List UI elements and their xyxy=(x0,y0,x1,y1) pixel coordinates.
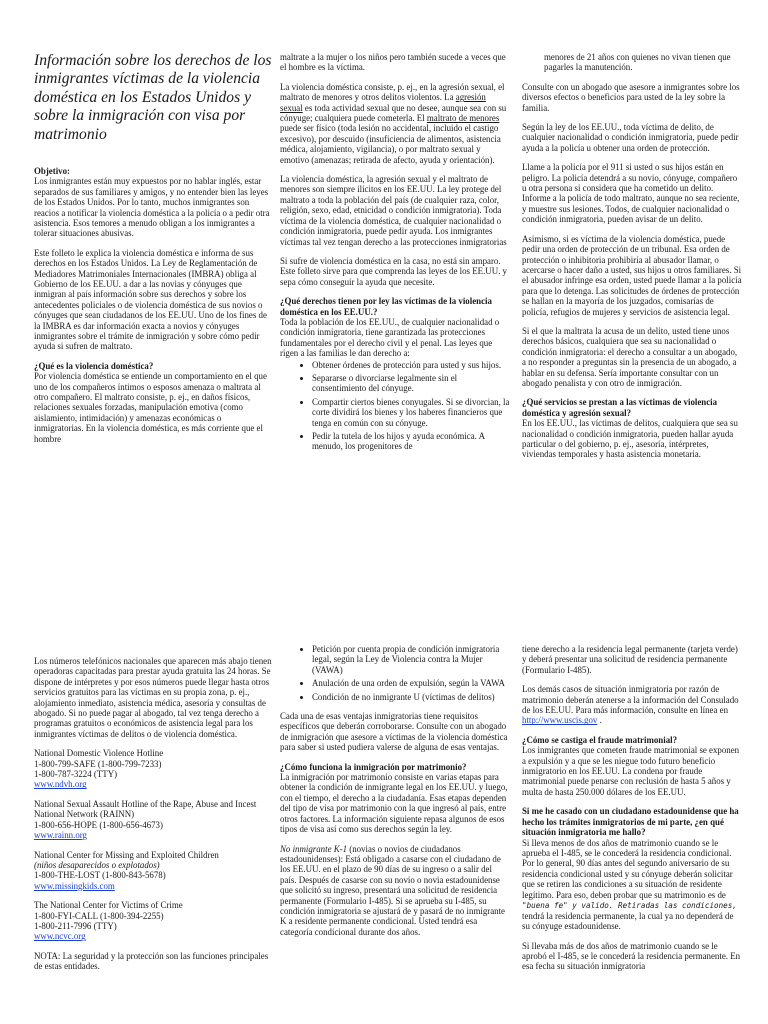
text-fragment: tendrá la residencia permanente, la cual ya no dependerá de su cónyuge estadounidense. xyxy=(522,910,734,932)
paragraph-acusa: Si el que la maltrata la acusa de un delito, usted tiene unos derechos básicos, cualquiera que sea su nacionalidad o condición inmigratoria: el derecho a consultar a un abogado, a no responder a preguntas sin la presencia de un abogado, a hablar en su defensa. Sería importante consultar con un abogado penalista y con otro de inmigración. xyxy=(522,325,738,388)
hotline-entry xyxy=(34,900,272,942)
text-fragment: La violencia doméstica consiste, p. ej., en la agresión sexual, el maltrato de menores y otros delitos violentos. La xyxy=(280,81,505,103)
paragraph-orden-proteccion: Asimismo, si es víctima de la violencia doméstica, puede pedir una orden de protección de un tribunal. Esa orden de protección o inhibitoria prohibiría al abusador llamar, o acercarse o hacer daño a usted, sus hijos u otros familiares. Si el abusador infringe esa orden, usted puede llamar a la policía para que lo detenga. Las solicitudes de órdenes de protección se hallan en la mayoría de los juzgados, comisarías de policía, refugios de mujeres y servicios de asistencia legal. xyxy=(522,233,742,317)
paragraph-continued: maltrate a la mujer o los niños pero también sucede a veces que el hombre es la víctima. xyxy=(280,52,506,73)
paragraph-numeros: Los números telefónicos nacionales que aparecen más abajo tienen operadoras capacitadas para prestar ayuda gratuita las 24 horas. Se dispone de intérpretes y por esos números puede llegar hasta otros servicios gratuitos para las víctimas en su propia zona, p. ej., alojamiento inmediato, asistencia médica, asesoría y consultas de abogado. Si no puede pagar al abogado, tal vez tenga derecho a programas gratuitos o económicos de asistencia legal para los inmigrantes víctimas de delitos o de violencia doméstica. xyxy=(34,656,272,739)
hotline-link[interactable]: www.ncvc.org xyxy=(34,931,86,942)
term-agresion-sexual: agresión sexual xyxy=(280,92,486,113)
handwritten-insert: "buena fe" y valido. Retiradas las condiciones, xyxy=(522,900,737,910)
paragraph-fraude: Los inmigrantes que cometen fraude matrimonial se exponen a expulsión y a que se les niegue todo futuro beneficio inmigratorio en los EE.UU. La condena por fraude matrimonial puede penarse con reclusión de hasta 5 años y multa de hasta 250.000 dólares de los EE.UU. xyxy=(522,745,740,797)
hotline-entry xyxy=(34,748,272,790)
paragraph-consulado xyxy=(522,684,742,726)
text-fragment: Los demás casos de situación inmigratoria por razón de matrimonio deberán atenerse a la información del Consulado de los EE.UU. Para más información, consulte en línea en xyxy=(522,684,739,716)
hotline-link[interactable]: www.ndvh.org xyxy=(34,779,87,790)
paragraph-servicios: En los EE.UU., las víctimas de delitos, cualquiera que sea su nacionalidad o condición inmigratoria, pueden hallar ayuda particular o del gobierno, p. ej., asesoría, intérpretes, viviendas temporales y hasta asistencia monetaria. xyxy=(522,418,738,460)
hotline-phone: 1-800-656-HOPE (1-800-656-4673) xyxy=(34,819,163,830)
hotline-link[interactable]: www.rainn.org xyxy=(34,830,87,841)
uscis-link[interactable]: http://www.uscis.gov xyxy=(522,715,598,726)
list-continuation: menores de 21 años con quienes no vivan tienen que pagarles la manutención. xyxy=(544,52,731,73)
benefits-list xyxy=(280,644,510,702)
list-item: • Petición por cuenta propia de condición inmigratoria legal, según la Ley de Violencia contra la Mujer (VAWA) xyxy=(312,644,510,675)
paragraph-consiste xyxy=(280,82,510,165)
hotline-name: National Sexual Assault Hotline of the Rape, Abuse and Incest National Network (RAINN) xyxy=(34,798,257,820)
list-item: • Condición de no inmigrante U (víctimas de delitos) xyxy=(312,692,510,702)
panel-top-left xyxy=(34,52,272,572)
list-item: • Compartir ciertos bienes conyugales. Si se divorcian, la corte dividirá los bienes y los haberes financieros que tenga en común con su cónyuge. xyxy=(312,397,510,428)
text-fragment: puede ser físico (toda lesión no accidental, incluido el castigo excesivo), por descuido (insuficiencia de alimentos, asistencia médica, alojamiento, vigilancia), o por maltrato sexual y emotivo (amenazas; retirada de afecto, ayuda y orientación). xyxy=(280,123,501,165)
paragraph-k1 xyxy=(280,844,510,938)
text-fragment: (novias o novios de ciudadanos estadounidenses): Está obligado a casarse con el ciudadano de los EE.UU. en el plazo de 90 días de su ingreso o a salir del país. Después de casarse con su novio o novia estadounidense que solicitó su ingreso, presentará una solicitud de residencia permanente (Formulario I-485). Si se aprueba su I-485, su condición inmigratoria se ajustará de y pasará de no inmigrante K a residente permanente condicional. Usted tendrá esa categoría condicional durante dos años. xyxy=(280,843,505,937)
hotline-subtitle: (niños desaparecidos o explotados) xyxy=(34,859,160,870)
hotline-name: The National Center for Victims of Crime xyxy=(34,900,183,911)
paragraph-tarjeta-verde: tiene derecho a la residencia legal permanente (tarjeta verde) y deberá presentar una solicitud de residencia permanente (Formulario I-485). xyxy=(522,644,738,675)
list-item: • Separarse o divorciarse legalmente sin el consentimiento del cónyuge. xyxy=(312,373,510,394)
text-fragment: Si lleva menos de dos años de matrimonio cuando se le aprueba el I-485, se le concederá la residencia condicional. Por lo general, 90 días antes del segundo aniversario de su residencia condicional usted y su cónyuge deberán solicitar que se retiren las condiciones a su situación de residente legítimo. Para eso, deben probar que su matrimonio es de xyxy=(522,837,733,900)
paragraph-objetivo-1: Los inmigrantes están muy expuestos por no hablar inglés, estar separados de sus familiares y amigos, y no entender bien las leyes de los Estados Unidos. Por lo tanto, muchos inmigrantes son reacios a notificar la violencia doméstica a la policía o a pedir otra asistencia. Esos temores a menudo obligan a los inmigrantes a tolerar situaciones abusivas. xyxy=(34,176,270,239)
paragraph-derechos: Toda la población de los EE.UU., de cualquier nacionalidad o condición inmigratoria, tiene garantizada las protecciones fundamentales por el derecho civil y el penal. Las leyes que rigen a las familias le dan derecho a: xyxy=(280,316,500,359)
heading-objetivo: Objetivo: xyxy=(34,165,70,176)
panel-bottom-middle xyxy=(280,644,510,1024)
list-item: • Anulación de una orden de expulsión, según la VAWA xyxy=(312,678,510,688)
heading-matrimonio: ¿Cómo funciona la inmigración por matrimonio? xyxy=(280,761,467,772)
text-fragment: es toda actividad sexual que no desee, aunque sea con su cónyuge; cualquiera puede cometerla. El xyxy=(280,102,507,124)
hotline-link[interactable]: www.missingkids.com xyxy=(34,880,115,891)
paragraph-residencia-condicional xyxy=(522,838,742,932)
text-fragment: . xyxy=(597,715,602,726)
panel-top-middle xyxy=(280,52,510,572)
hotline-name: National Domestic Violence Hotline xyxy=(34,748,164,759)
hotline-phone: 1-800-799-SAFE (1-800-799-7233) xyxy=(34,758,162,769)
paragraph-amparo: Si sufre de violencia doméstica en la casa, no está sin amparo. Este folleto sirve para que comprenda las leyes de los EE.UU. y sepa cómo conseguir la ayuda que necesite. xyxy=(280,255,507,287)
list-item: • Obtener órdenes de protección para usted y sus hijos. xyxy=(312,360,510,370)
paragraph-nota: NOTA: La seguridad y la protección son las funciones principales de estas entidades. xyxy=(34,950,269,972)
panel-bottom-left xyxy=(34,656,272,1024)
paragraph-ilicitos: La violencia doméstica, la agresión sexual y el maltrato de menores son siempre ilícitos en los EE.UU. La ley protege del maltrato a toda la población del país (de cualquier raza, color, religión, sexo, edad, etnicidad o condición inmigratoria). Toda víctima de la violencia doméstica, de cualquier nacionalidad o condición inmigratoria, puede pedir ayuda. Los inmigrantes víctimas tal vez tengan derecho a las protecciones inmigratorias xyxy=(280,174,507,247)
hotline-phone: 1-800-THE-LOST (1-800-843-5678) xyxy=(34,870,166,881)
panel-bottom-right xyxy=(522,644,742,1024)
heading-que-es: ¿Qué es la violencia doméstica? xyxy=(34,360,154,371)
page-title: Información sobre los derechos de los inmigrantes víctimas de la violencia doméstica en los Estados Unidos y sobre la inmigración con visa por matrimonio xyxy=(34,52,272,143)
paragraph-requisitos: Cada una de esas ventajas inmigratorias tiene requisitos específicos que deberán corroborarse. Consulte con un abogado de inmigración que asesore a víctimas de la violencia doméstica para saber si usted pudiera valerse de alguna de esas ventajas. xyxy=(280,711,508,753)
heading-servicios: ¿Qué servicios se prestan a las víctimas de violencia doméstica y agresión sexual? xyxy=(522,397,718,418)
hotline-entry xyxy=(34,799,272,841)
paragraph-matrimonio: La inmigración por matrimonio consiste en varias etapas para obtener la condición de inmigrante legal en los EE.UU. y luego, con el tiempo, el derecho a la ciudadanía. Esas etapas dependen del tipo de visa por matrimonio con la que ingresó al país, entre otros factores. La información siguiente repasa algunos de esos tipos de visa así como sus derechos según la ley. xyxy=(280,772,508,835)
term-maltrato-menores: maltrato de menores xyxy=(426,113,500,124)
hotline-entry xyxy=(34,850,272,892)
hotline-name: National Center for Missing and Exploited Children xyxy=(34,849,219,860)
hotline-phone-tty: 1-800-211-7996 (TTY) xyxy=(34,920,117,931)
paragraph-ley: Según la ley de los EE.UU., toda víctima de delito, de cualquier nacionalidad o condición inmigratoria, puede pedir ayuda a la policía u obtener una orden de protección. xyxy=(522,122,739,153)
hotline-phone: 1-800-FYI-CALL (1-800-394-2255) xyxy=(34,910,164,921)
list-item: • Pedir la tutela de los hijos y ayuda económica. A menudo, los progenitores de xyxy=(312,431,510,452)
paragraph-consulte: Consulte con un abogado que asesore a inmigrantes sobre los diversos efectos o beneficios para usted de la ley sobre la familia. xyxy=(522,81,740,113)
heading-casado: Si me he casado con un ciudadano estadounidense que ha hecho los trámites inmigratorios de mi parte, ¿en qué situación inmigratoria me hallo? xyxy=(522,806,739,838)
heading-derechos: ¿Qué derechos tienen por ley las víctimas de la violencia doméstica en los EE.UU.? xyxy=(280,296,492,317)
term-k1: No inmigrante K-1 xyxy=(280,843,348,854)
paragraph-objetivo-2: Este folleto le explica la violencia doméstica e informa de sus derechos en los Estados Unidos. La Ley de Reglamentación de Mediadores Matrimoniales Internacionales (IMBRA) obliga al Gobierno de los EE.UU. a dar a las novias y cónyuges que inmigran al país información sobre sus derechos y sobre los antecedentes policiales o de violencia doméstica de sus novios o cónyuges que sean ciudadanos de los EE.UU. Uno de los fines de la IMBRA es dar información exacta a novios y cónyuges inmigrantes sobre el trámite de inmigración y sobre cómo pedir ayuda si sufren de maltrato. xyxy=(34,247,267,352)
panel-top-right xyxy=(522,52,742,572)
rights-list xyxy=(280,360,510,452)
hotline-phone-tty: 1-800-787-3224 (TTY) xyxy=(34,769,118,780)
paragraph-residencia-permanente: Si llevaba más de dos años de matrimonio cuando se le aprobó el I-485, se le concederá la residencia permanente. En esa fecha su situación inmigratoria xyxy=(522,940,741,972)
paragraph-que-es: Por violencia doméstica se entiende un comportamiento en el que uno de los compañeros íntimos o esposos amenaza o maltrata al otro compañero. El maltrato consiste, p. ej., en daños físicos, relaciones sexuales forzadas, manipulación emotiva (como aislamiento, intimidación) y amenazas económicas o inmigratorias. En la violencia doméstica, es más corriente que el hombre xyxy=(34,371,267,444)
heading-fraude: ¿Cómo se castiga el fraude matrimonial? xyxy=(522,734,678,745)
paragraph-policia: Llame a la policía por el 911 si usted o sus hijos están en peligro. La policía detendrá a su novio, cónyuge, compañero u otra persona si considera que ha cometido un delito. Informe a la policía de todo maltrato, aunque no sea reciente, y muestre sus lesiones. Todos, de cualquier nacionalidad o condición inmigratoria, pueden avisar de un delito. xyxy=(522,162,740,225)
